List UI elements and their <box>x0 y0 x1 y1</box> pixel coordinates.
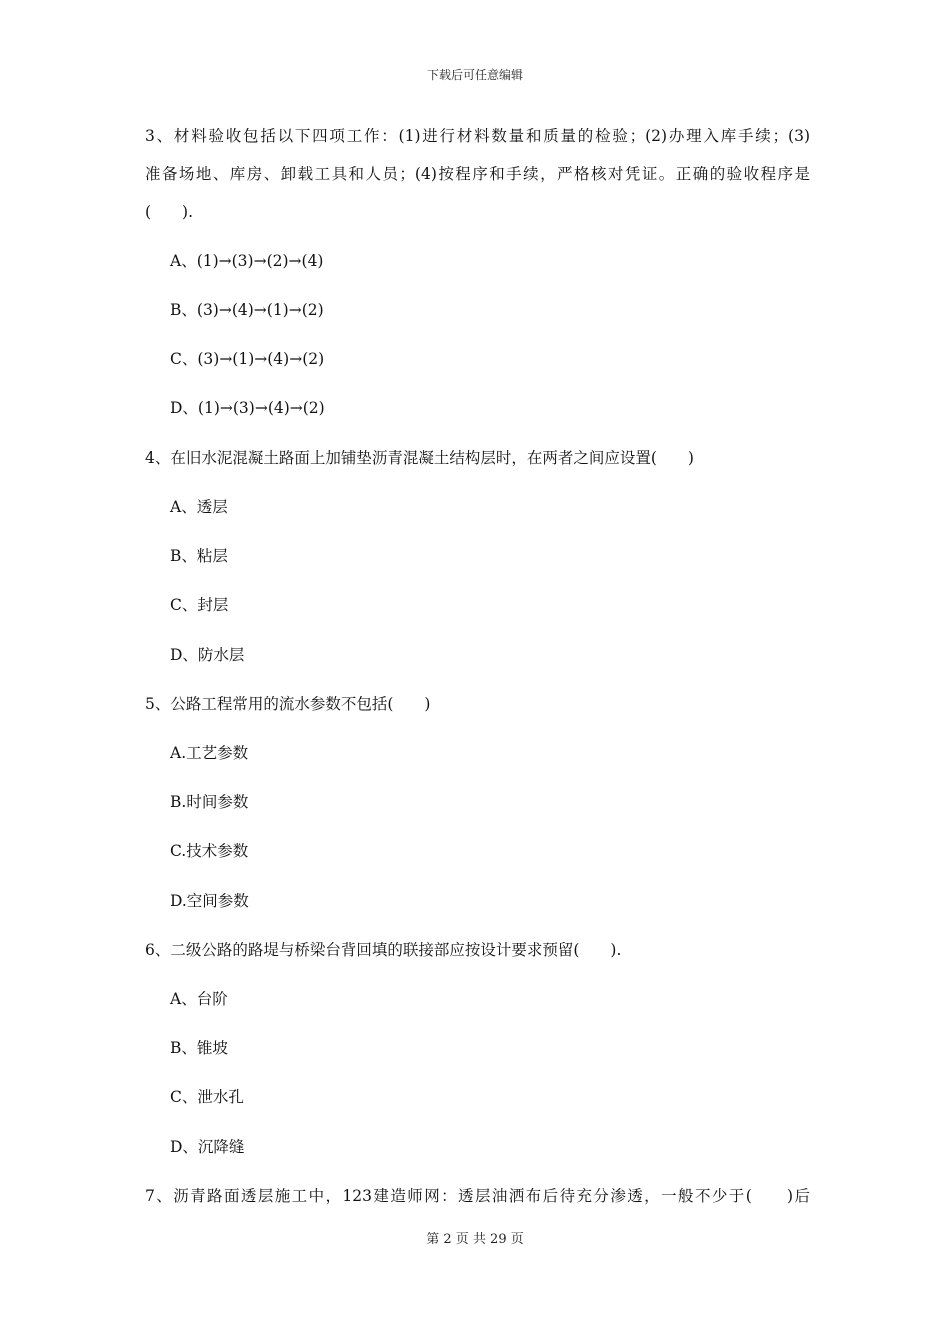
question-5-option-d: D.空间参数 <box>170 892 249 910</box>
question-3-line-1: 3、材料验收包括以下四项工作：(1)进行材料数量和质量的检验；(2)办理入库手续；(3) <box>145 127 810 145</box>
question-5-option-c: C.技术参数 <box>170 842 249 860</box>
question-3-option-c: C、(3)→(1)→(4)→(2) <box>170 350 325 368</box>
question-4-option-a: A、透层 <box>170 498 228 516</box>
question-3-line-3: ( ). <box>145 203 194 221</box>
page-footer: 第 2 页 共 29 页 <box>426 1232 524 1247</box>
question-7-stem: 7、沥青路面透层施工中，123建造师网：透层油洒布后待充分渗透，一般不少于( )后 <box>145 1187 810 1205</box>
question-6-option-b: B、锥坡 <box>170 1039 228 1057</box>
question-3-line-2: 准备场地、库房、卸载工具和人员；(4)按程序和手续，严格核对凭证。正确的验收程序是 <box>145 165 810 183</box>
question-6-stem: 6、二级公路的路堤与桥梁台背回填的联接部应按设计要求预留( ). <box>145 941 622 959</box>
question-5-option-b: B.时间参数 <box>170 793 249 811</box>
question-4-option-d: D、防水层 <box>170 646 245 664</box>
question-3-option-a: A、(1)→(3)→(2)→(4) <box>170 252 324 270</box>
question-3-option-b: B、(3)→(4)→(1)→(2) <box>170 301 324 319</box>
question-5-stem: 5、公路工程常用的流水参数不包括( ) <box>145 695 431 713</box>
question-4-stem: 4、在旧水泥混凝土路面上加铺垫沥青混凝土结构层时，在两者之间应设置( ) <box>145 449 694 467</box>
page-header: 下载后可任意编辑 <box>426 68 523 82</box>
question-6-option-d: D、沉降缝 <box>170 1138 245 1156</box>
question-3-option-d: D、(1)→(3)→(4)→(2) <box>170 399 325 417</box>
question-4-option-b: B、粘层 <box>170 547 228 565</box>
question-6-option-a: A、台阶 <box>170 990 228 1008</box>
question-4-option-c: C、封层 <box>170 596 229 614</box>
question-5-option-a: A.工艺参数 <box>170 744 249 762</box>
question-6-option-c: C、泄水孔 <box>170 1088 244 1106</box>
